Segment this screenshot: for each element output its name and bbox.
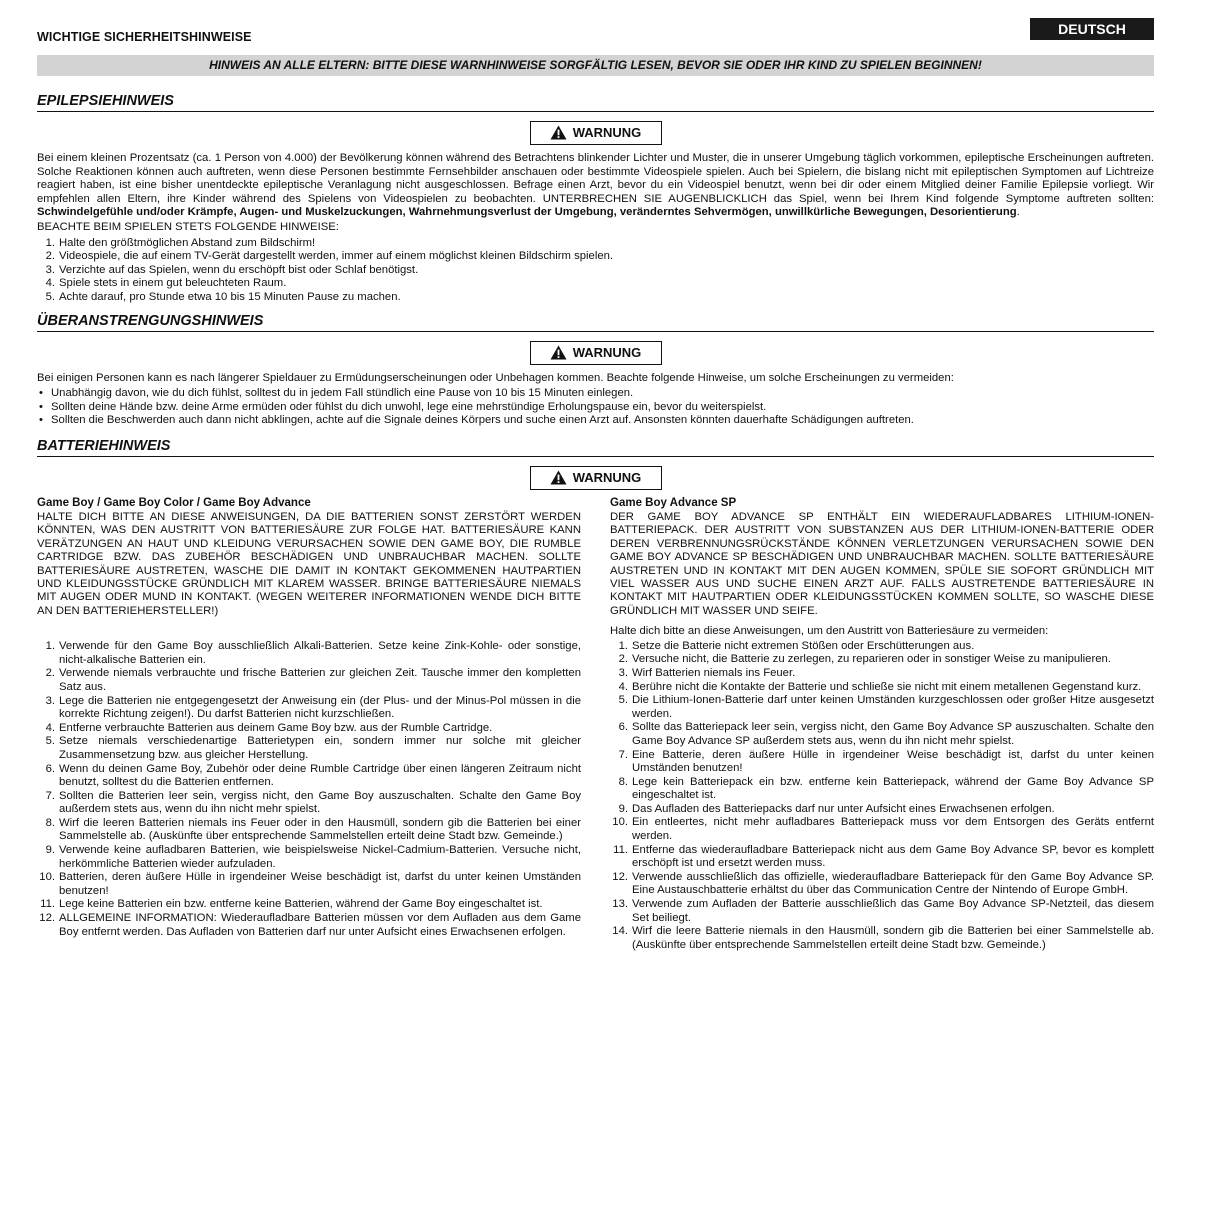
list-item: 10. Ein entleertes, nicht mehr aufladbares Batteriepack muss vor dem Entsorgen des Geräts entfernt werden. [612,816,1154,843]
warning-label: WARNUNG [572,125,642,140]
list-item: • Unabhängig davon, wie du dich fühlst, solltest du in jedem Fall stündlich eine Pause von 10 bis 15 Minuten einlegen. [39,387,634,400]
warning-label: WARNUNG [572,344,642,360]
list-item: 14. Wirf die leere Batterie niemals in den Hausmüll, sondern gib die Batterien bei einer Sammelstelle ab. (Auskünfte über entsprechende Sammelstellen erteilt deine Stadt bzw. Gemeinde.) [612,925,1154,951]
left-battery-list [37,640,581,939]
strain-warning-wrap [37,341,1154,365]
list-item: 3. Lege die Batterien nie entgegengesetzt der Anweisung ein (der Plus- und der Minus-Pol müssen in die korrekte Richtung zeigen!). Du darfst Batterien nicht kurzschließen. [45,694,581,721]
warning-box [530,121,662,145]
list-item: 5. Achte darauf, pro Stunde etwa 10 bis 15 Minuten Pause zu machen. [45,290,401,303]
epilepsy-heading: EPILEPSIEHINWEIS [37,93,1154,112]
list-item: 2. Versuche nicht, die Batterie zu zerlegen, zu reparieren oder in sonstiger Weise zu manipulieren. [618,653,1111,666]
list-item: 1. Halte den größtmöglichen Abstand zum Bildschirm! [45,236,316,249]
list-item: 9. Das Aufladen des Batteriepacks darf nur unter Aufsicht eines Erwachsenen erfolgen. [618,802,1055,815]
parents-notice-bar: HINWEIS AN ALLE ELTERN: BITTE DIESE WARNHINWEISE SORGFÄLTIG LESEN, BEVOR SIE ODER IHR KIND ZU SPIELEN BEGINNEN! [37,55,1154,76]
list-item: 3. Verzichte auf das Spielen, wenn du erschöpft bist oder Schlaf benötigst. [45,263,419,276]
list-item: 9. Verwende keine aufladbaren Batterien, wie beispielsweise Nickel-Cadmium-Batterien. Versuche nicht, herkömmliche Batterien wieder aufzuladen. [45,844,581,870]
list-item: 8. Wirf die leeren Batterien niemals ins Feuer oder in den Hausmüll, sondern gib die Batterien bei einer Sammelstelle ab. (Auskünfte über entsprechende Sammelstellen erteilt deine Stadt bzw. Gemeinde.) [45,816,581,843]
epilepsy-list [37,237,1154,305]
list-item: 4. Berühre nicht die Kontakte der Batterie und schließe sie nicht mit einem metallenen Gegenstand kurz. [618,680,1142,693]
list-item: 11. Entferne das wiederaufladbare Batteriepack nicht aus dem Game Boy Advance SP, bevor es komplett erschöpft ist und ersetzt werden muss. [613,843,1154,870]
page-header [37,18,1154,44]
epilepsy-list-intro: BEACHTE BEIM SPIELEN STETS FOLGENDE HINWEISE: [37,220,339,233]
page-title: WICHTIGE SICHERHEITSHINWEISE [37,30,252,44]
warning-label: WARNUNG [572,469,642,485]
list-item: 8. Lege kein Batteriepack ein bzw. entferne kein Batteriepack, während der Game Boy Advance SP eingeschaltet ist. [618,775,1154,802]
epilepsy-body [37,152,1154,220]
list-item: 7. Sollten die Batterien leer sein, vergiss nicht, den Game Boy auszuschalten. Schalte den Game Boy außerdem stets aus, wenn du ihn nicht mehr spielst. [45,789,581,816]
warning-triangle-icon [550,345,567,360]
epilepsy-symptoms: Schwindelgefühle und/oder Krämpfe, Augen- und Muskelzuckungen, Wahrnehmungsverlust der Umgebung, veränderntes Sehvermögen, unwillkürliche Bewegungen, Desorientierung [37,206,1017,219]
battery-left-column [37,496,581,953]
language-badge: DEUTSCH [1030,18,1154,40]
list-item: 4. Entferne verbrauchte Batterien aus deinem Game Boy bzw. aus der Rumble Cartridge. [45,721,493,734]
strain-list [37,387,1154,428]
epilepsy-text: Bei einem kleinen Prozentsatz (ca. 1 Person von 4.000) der Bevölkerung können während des Betrachtens blinkender Lichter und Muster, die in unserer Umgebung täglich vorkommen, epileptische Erscheinungen auftreten. Solche Reaktionen können auch auftreten, wenn diese Personen bestimmte Fernsehbilder anschauen oder bestimmte Videospiele spielen. Auch bei Spielern, die bislang nicht mit epileptischen Symptomen auf Lichtreize reagiert haben, ist eine bisher unentdeckte epileptische Veranlagung nicht ausgeschlossen. Befrage einen Arzt, bevor du ein Videospiel benutzt, wenn bei dir oder einem Mitglied deiner Familie Epilepsie vorliegt. Wir empfehlen allen Eltern, ihre Kinder während des Spielens von Videospielen zu beobachten. UNTERBRECHEN SIE AUGENBLICKLICH das Spiel, wenn bei Ihrem Kind folgende Symptome auftreten sollten: [37,152,1154,205]
strain-body: Bei einigen Personen kann es nach längerer Spieldauer zu Ermüdungserscheinungen oder Unbehagen kommen. Beachte folgende Hinweise, um solche Erscheinungen zu vermeiden: [37,371,954,384]
list-item: 4. Spiele stets in einem gut beleuchteten Raum. [45,277,287,290]
list-item: 1. Verwende für den Game Boy ausschließlich Alkali-Batterien. Setze keine Zink-Kohle- oder sonstige, nicht-alkalische Batterien ein. [45,640,581,666]
warning-triangle-icon [550,125,567,140]
list-item: 2. Videospiele, die auf einem TV-Gerät dargestellt werden, immer auf einem möglichst kleinen Bildschirm spielen. [45,250,614,263]
list-item: • Sollten die Beschwerden auch dann nicht abklingen, achte auf die Signale deines Körpers und suche einen Arzt auf. Ansonsten könnten dauerhafte Schädigungen auftreten. [39,414,914,427]
list-item: 10. Batterien, deren äußere Hülle in irgendeiner Weise beschädigt ist, darfst du unter keinen Umständen benutzen! [39,871,581,897]
warning-box [530,466,662,490]
right-caps-warning: DER GAME BOY ADVANCE SP ENTHÄLT EIN WIEDERAUFLADBARES LITHIUM-IONEN-BATTERIEPACK. DER AUSTRITT VON SUBSTANZEN AUS DER LITHIUM-IONEN-BATTERIE ODER DEREN VERBRENNUNGSRÜCKSTÄNDE KÖNNEN VERLETZUNGEN VERURSACHEN SOWIE DEN GAME BOY ADVANCE SP BESCHÄDIGEN UND UNBRAUCHBAR MACHEN. SOLLTE BATTERIESÄURE AUSTRETEN UND IN KONTAKT MIT DEN AUGEN KOMMEN, SPÜLE SIE SOFORT GRÜNDLICH MIT VIEL WASSER AUS UND SUCHE EINEN ARZT AUF. FALLS AUSTRETENDE BATTERIESÄURE IN KONTAKT MIT HAUTPARTIEN ODER KLEIDUNGSSTÜCKEN KOMMEN SOLLTE, SO WASCHE DIESE GRÜNDLICH MIT WASSER UND SEIFE. [610,510,1154,617]
warning-box [530,341,662,365]
right-battery-list [610,640,1154,953]
epilepsy-warning-wrap [37,121,1154,145]
battery-heading: BATTERIEHINWEIS [37,438,1154,457]
list-item: 6. Sollte das Batteriepack leer sein, vergiss nicht, den Game Boy Advance SP auszuschalten. Schalte den Game Boy Advance SP außerdem stets aus, wenn du ihn nicht mehr spielst. [618,721,1154,747]
battery-warning-wrap [37,466,1154,490]
list-item: 2. Verwende niemals verbrauchte und frische Batterien zur gleichen Zeit. Tausche immer den kompletten Satz aus. [45,667,581,693]
right-list-intro: Halte dich bitte an diese Anweisungen, um den Austritt von Batteriesäure zu vermeiden: [610,625,1049,638]
strain-heading: ÜBERANSTRENGUNGSHINWEIS [37,313,1154,332]
list-item: 13. Verwende zum Aufladen der Batterie ausschließlich das Game Boy Advance SP-Netzteil, das diesem Set beiliegt. [612,898,1154,924]
list-item: • Sollten deine Hände bzw. deine Arme ermüden oder fühlst du dich unwohl, lege eine mehrstündige Erholungspause ein, bevor du weiterspielst. [39,400,767,413]
list-item: 5. Setze niemals verschiedenartige Batterietypen ein, sondern immer nur solche mit gleicher Zusammensetzung bzw. aus gleicher Herstellung. [45,735,581,761]
list-item: 6. Wenn du deinen Game Boy, Zubehör oder deine Rumble Cartridge über einen längeren Zeitraum nicht benutzt, solltest du die Batterien entfernen. [45,762,581,789]
list-item: 5. Die Lithium-Ionen-Batterie darf unter keinen Umständen kurzgeschlossen oder großer Hitze ausgesetzt werden. [618,694,1154,720]
safety-page [37,18,1154,952]
right-column-title: Game Boy Advance SP [610,496,737,509]
list-item: 12. Verwende ausschließlich das offizielle, wiederaufladbare Batteriepack für den Game Boy Advance SP. Eine Austauschbatterie erhältst du über das Communication Centre der Nintendo of Europe GmbH. [612,870,1154,897]
battery-right-column [610,496,1154,953]
warning-triangle-icon [550,470,567,485]
left-caps-warning: HALTE DICH BITTE AN DIESE ANWEISUNGEN, DA DIE BATTERIEN SONST ZERSTÖRT WERDEN KÖNNTEN, WAS DEN AUSTRITT VON BATTERIESÄURE ZUR FOLGE HAT. BATTERIESÄURE KANN VERÄTZUNGEN AN HAUT UND KLEIDUNG VERURSACHEN SOWIE DEN GAME BOY, DIE RUMBLE CARTRIDGE BZW. DAS ZUBEHÖR BESCHÄDIGEN UND UNBRAUCHBAR MACHEN. SOLLTE BATTERIESÄURE AUSTRETEN, WASCHE DIE DAMIT IN KONTAKT GEKOMMENEN HAUTPARTIEN UND KLEIDUNGSSTÜCKE GRÜNDLICH MIT KLAREM WASSER. BRINGE BATTERIESÄURE NIEMALS MIT AUGEN ODER MUND IN KONTAKT. (WEGEN WEITERER INFORMATIONEN WENDE DICH BITTE AN DEN BATTERIEHERSTELLER!) [37,510,581,617]
epilepsy-end: . [1016,206,1020,219]
list-item: 11. Lege keine Batterien ein bzw. entferne keine Batterien, während der Game Boy eingeschaltet ist. [40,898,543,911]
list-item: 7. Eine Batterie, deren äußere Hülle in irgendeiner Weise beschädigt ist, darfst du unter keinen Umständen benutzen! [618,748,1154,775]
battery-columns [37,496,1154,953]
list-item: 3. Wirf Batterien niemals ins Feuer. [618,666,796,679]
left-column-title: Game Boy / Game Boy Color / Game Boy Advance [37,496,311,509]
list-item: 1. Setze die Batterie nicht extremen Stößen oder Erschütterungen aus. [618,639,975,652]
list-item: 12. ALLGEMEINE INFORMATION: Wiederaufladbare Batterien müssen vor dem Aufladen aus dem Game Boy entfernt werden. Das Aufladen von Batterien darf nur unter Aufsicht eines Erwachsenen erfolgen. [39,912,581,938]
